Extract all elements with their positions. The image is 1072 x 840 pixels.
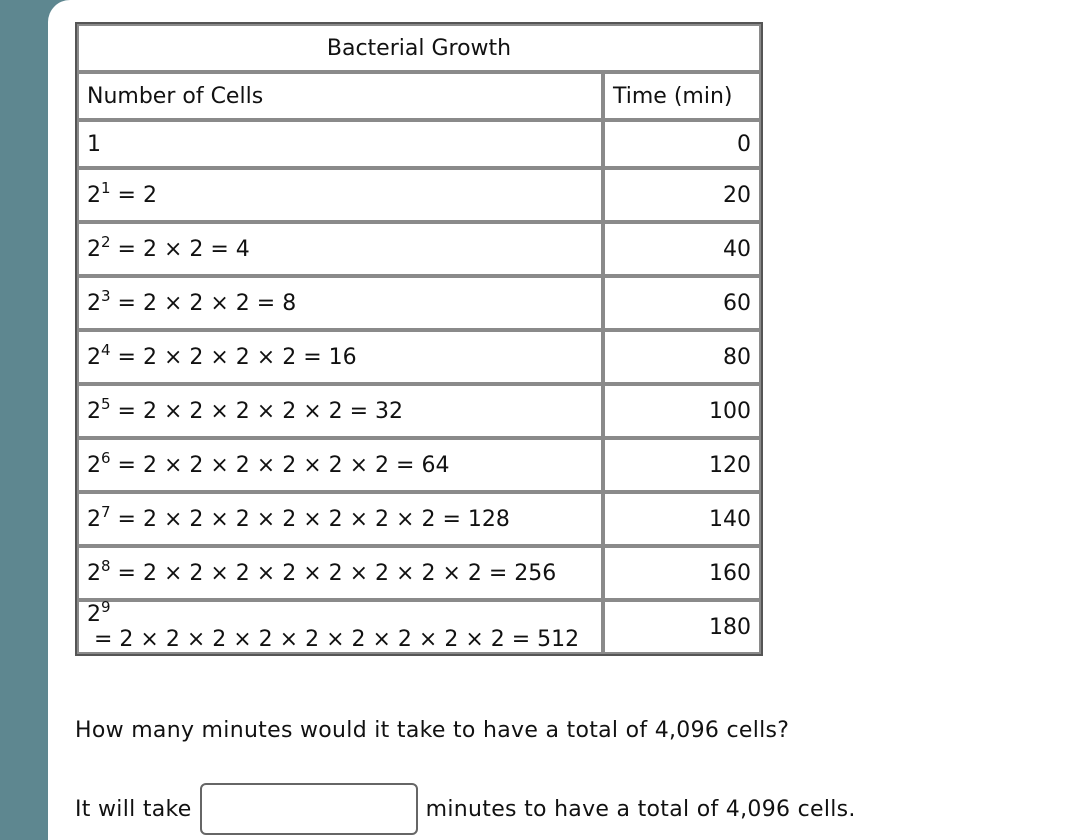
answer-prefix: It will take (75, 796, 192, 822)
minutes-input[interactable] (200, 783, 418, 835)
table-row (77, 120, 761, 168)
table-row (77, 276, 761, 330)
power-exponent: 2 (101, 232, 111, 251)
answer-line (75, 783, 856, 835)
cell-time: 60 (603, 276, 761, 330)
cell-number-of-cells (77, 438, 603, 492)
cell-number-of-cells (77, 384, 603, 438)
power-exponent: 7 (101, 502, 111, 521)
power-base: 2 (87, 602, 101, 627)
cell-time: 20 (603, 168, 761, 222)
power-expansion: = 2 × 2 × 2 × 2 × 2 × 2 × 2 × 2 = 256 (110, 560, 557, 586)
power-expansion: = 2 × 2 × 2 × 2 × 2 × 2 = 64 (110, 452, 450, 478)
header-time: Time (min) (603, 72, 761, 120)
cell-time: 80 (603, 330, 761, 384)
cell-time: 0 (603, 120, 761, 168)
table-title: Bacterial Growth (77, 24, 761, 72)
power-base: 2 (87, 452, 101, 478)
cell-number-of-cells (77, 222, 603, 276)
table-row (77, 330, 761, 384)
power-exponent: 8 (101, 556, 111, 575)
bacterial-growth-table (75, 22, 763, 656)
power-exponent: 3 (101, 286, 111, 305)
power-base: 2 (87, 506, 101, 532)
cell-number-of-cells (77, 330, 603, 384)
power-exponent: 9 (101, 598, 111, 616)
header-number-of-cells: Number of Cells (77, 72, 603, 120)
power-base: 2 (87, 560, 101, 586)
cell-number-of-cells (77, 120, 603, 168)
cell-number-of-cells (77, 546, 603, 600)
cell-time: 180 (603, 600, 761, 654)
cell-time: 140 (603, 492, 761, 546)
table-row (77, 438, 761, 492)
power-expansion: = 2 × 2 × 2 × 2 × 2 = 32 (110, 398, 404, 424)
table-row (77, 492, 761, 546)
table-row (77, 600, 761, 654)
cell-number-of-cells (77, 492, 603, 546)
power-exponent: 6 (101, 448, 111, 467)
cell-time: 100 (603, 384, 761, 438)
power-exponent: 4 (101, 340, 111, 359)
table-row (77, 546, 761, 600)
table-row (77, 168, 761, 222)
power-expansion: = 2 (110, 182, 157, 208)
cell-time: 120 (603, 438, 761, 492)
power-base: 2 (87, 344, 101, 370)
cell-time: 40 (603, 222, 761, 276)
answer-suffix: minutes to have a total of 4,096 cells. (425, 796, 856, 822)
table-row (77, 222, 761, 276)
power-expansion: = 2 × 2 × 2 × 2 = 16 (110, 344, 357, 370)
table-body (77, 120, 761, 654)
power-base: 2 (87, 236, 101, 262)
cell-number-of-cells (77, 276, 603, 330)
power-expansion: = 2 × 2 × 2 × 2 × 2 × 2 × 2 × 2 × 2 = 512 (87, 627, 580, 652)
power-exponent: 5 (101, 394, 111, 413)
power-expansion: = 2 × 2 × 2 = 8 (110, 290, 297, 316)
cell-number-of-cells (77, 600, 603, 654)
power-base: 1 (87, 131, 101, 157)
power-expansion: = 2 × 2 = 4 (110, 236, 250, 262)
cell-time: 160 (603, 546, 761, 600)
cell-number-of-cells (77, 168, 603, 222)
table-row (77, 384, 761, 438)
power-exponent: 1 (101, 178, 111, 197)
power-base: 2 (87, 290, 101, 316)
power-base: 2 (87, 398, 101, 424)
question-text: How many minutes would it take to have a total of 4,096 cells? (75, 718, 790, 743)
power-expansion: = 2 × 2 × 2 × 2 × 2 × 2 × 2 = 128 (110, 506, 510, 532)
power-base: 2 (87, 182, 101, 208)
